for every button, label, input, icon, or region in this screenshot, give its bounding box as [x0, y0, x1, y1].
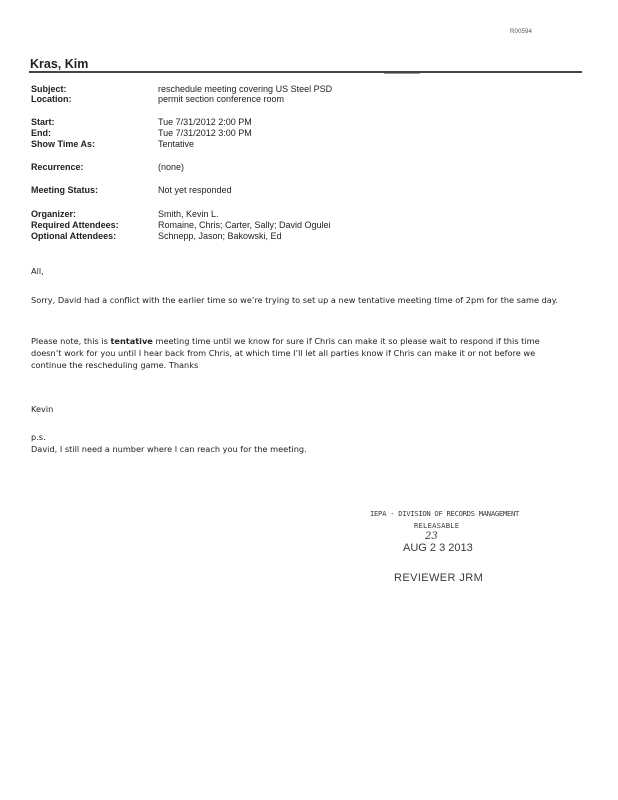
- stamp-releasable: RELEASABLE: [414, 521, 460, 530]
- paragraph-2-suffix: meeting time until we know for sure if Chris can make it so please wait to respond if this time doesn’t work for you until I hear back from Chris, at which time I’ll let all parties know if Chris can make it or not before we continue the rescheduling game. Thanks: [31, 336, 540, 370]
- meeting-status-value: Not yet responded: [158, 185, 232, 195]
- ps-text: David, I still need a number where I can reach you for the meeting.: [31, 444, 307, 454]
- meeting-status-label: Meeting Status:: [31, 185, 99, 195]
- mailbox-owner-name: Kras, Kim: [30, 57, 89, 71]
- start-value: Tue 7/31/2012 2:00 PM: [158, 117, 252, 127]
- stamp-reviewer: REVIEWER JRM: [394, 572, 484, 584]
- required-attendees-label: Required Attendees:: [31, 220, 119, 230]
- recurrence-value: (none): [158, 162, 185, 172]
- end-value: Tue 7/31/2012 3:00 PM: [158, 128, 252, 138]
- scan-smudge: [384, 73, 420, 74]
- required-attendees-value: Romaine, Chris; Carter, Sally; David Ogulei: [158, 220, 331, 230]
- stamp-agency: IEPA - DIVISION OF RECORDS MANAGEMENT: [370, 509, 520, 518]
- optional-attendees-label: Optional Attendees:: [31, 231, 117, 241]
- ps-label: p.s.: [31, 432, 46, 442]
- location-label: Location:: [31, 94, 72, 104]
- header-divider: [29, 71, 582, 73]
- location-value: permit section conference room: [158, 94, 285, 104]
- end-label: End:: [31, 128, 51, 138]
- tentative-emphasis: tentative: [110, 336, 153, 346]
- show-time-as-value: Tentative: [158, 139, 195, 149]
- paragraph-2-prefix: Please note, this is: [31, 336, 111, 346]
- subject-value: reschedule meeting covering US Steel PSD: [158, 84, 333, 94]
- organizer-value: Smith, Kevin L.: [158, 209, 219, 219]
- start-label: Start:: [31, 117, 55, 127]
- body-paragraph-2: [31, 335, 571, 371]
- subject-label: Subject:: [31, 84, 67, 94]
- greeting: All,: [31, 266, 44, 276]
- stamp-date: AUG 2 3 2013: [403, 542, 473, 554]
- page-code: R00594: [510, 29, 533, 35]
- stamp-handwritten-mark: 23: [425, 531, 438, 542]
- signature: Kevin: [31, 404, 54, 414]
- show-time-as-label: Show Time As:: [31, 139, 96, 149]
- body-paragraph-1: Sorry, David had a conflict with the earlier time so we’re trying to set up a new tentative meeting time of 2pm for the same day.: [31, 295, 559, 305]
- optional-attendees-value: Schnepp, Jason; Bakowski, Ed: [158, 231, 282, 241]
- organizer-label: Organizer:: [31, 209, 77, 219]
- recurrence-label: Recurrence:: [31, 162, 84, 172]
